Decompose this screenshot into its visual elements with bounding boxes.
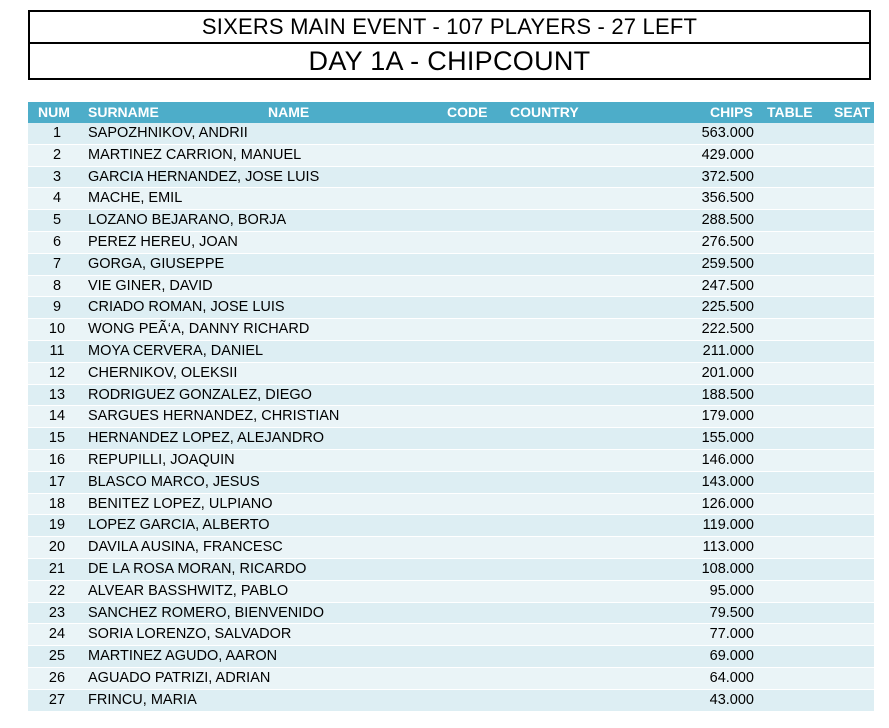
table-row [28,690,874,712]
row-chips: 108.000 [701,560,754,577]
row-player: AGUADO PATRIZI, ADRIAN [88,669,271,686]
row-num: 23 [48,604,66,621]
row-num: 2 [52,146,62,163]
table-row [28,472,874,494]
row-player: HERNANDEZ LOPEZ, ALEJANDRO [88,430,325,447]
header-seat: SEAT [834,104,871,120]
table-row [28,254,874,276]
row-player: DE LA ROSA MORAN, RICARDO [88,560,307,577]
header-table: TABLE [767,104,813,120]
row-num: 22 [48,582,66,599]
row-num: 1 [52,125,62,141]
title-box [28,10,871,80]
table-row [28,276,874,298]
row-chips: 143.000 [701,473,754,490]
row-chips: 79.500 [709,604,754,621]
row-chips: 43.000 [709,691,754,708]
table-row [28,341,874,363]
row-num: 12 [48,364,66,381]
table-row [28,319,874,341]
row-player: MARTINEZ CARRION, MANUEL [88,146,302,163]
row-chips: 77.000 [709,626,754,643]
table-row [28,188,874,210]
row-num: 18 [48,495,66,512]
table-row [28,646,874,668]
header-country: COUNTRY [510,104,579,120]
header-chips: CHIPS [710,104,753,120]
row-chips: 146.000 [701,451,754,468]
row-player: GARCIA HERNANDEZ, JOSE LUIS [88,168,320,185]
row-player: MOYA CERVERA, DANIEL [88,342,264,359]
row-player: CHERNIKOV, OLEKSII [88,364,238,381]
row-chips: 429.000 [701,146,754,163]
row-num: 16 [48,451,66,468]
row-chips: 201.000 [701,364,754,381]
row-num: 11 [49,342,65,359]
row-player: MARTINEZ AGUDO, AARON [88,648,278,665]
row-player: SORIA LORENZO, SALVADOR [88,626,292,643]
table-row [28,406,874,428]
page-title: DAY 1A - CHIPCOUNT [308,45,591,76]
row-player: BLASCO MARCO, JESUS [88,473,260,490]
row-num: 24 [48,626,66,643]
table-row [28,210,874,232]
row-player: REPUPILLI, JOAQUIN [88,451,235,468]
row-num: 5 [52,212,62,229]
row-num: 3 [52,168,62,185]
table-body [28,123,874,712]
row-num: 14 [48,408,66,425]
table-row [28,232,874,254]
row-num: 17 [48,473,66,490]
row-num: 19 [48,517,66,534]
table-row [28,385,874,407]
row-chips: 95.000 [709,582,754,599]
row-chips: 288.500 [701,212,754,229]
table-row [28,603,874,625]
row-player: CRIADO ROMAN, JOSE LUIS [88,299,285,316]
header-name: NAME [268,104,310,120]
row-chips: 259.500 [701,255,754,272]
row-num: 8 [52,277,62,294]
table-row [28,515,874,537]
row-num: 7 [52,255,62,272]
row-player: LOPEZ GARCIA, ALBERTO [88,517,270,534]
row-num: 20 [48,539,66,556]
table-row [28,123,874,145]
row-player: RODRIGUEZ GONZALEZ, DIEGO [88,386,312,403]
row-chips: 179.000 [701,408,754,425]
row-num: 9 [52,299,62,316]
row-player: PEREZ HEREU, JOAN [88,233,238,250]
row-player: FRINCU, MARIA [88,691,197,708]
row-player: BENITEZ LOPEZ, ULPIANO [88,495,273,512]
row-num: 13 [48,386,66,403]
header-code: CODE [447,104,488,120]
row-num: 6 [52,233,62,250]
row-player: LOZANO BEJARANO, BORJA [88,212,287,229]
row-num: 4 [52,190,62,207]
row-chips: 563.000 [701,125,754,141]
row-chips: 113.000 [702,539,754,556]
header-surname: SURNAME [88,104,159,120]
header-num: NUM [38,104,70,120]
row-num: 25 [48,648,66,665]
row-player: SARGUES HERNANDEZ, CHRISTIAN [88,408,340,425]
row-chips: 126.000 [701,495,754,512]
table-row [28,167,874,189]
table-row [28,668,874,690]
table-row [28,297,874,319]
row-player: DAVILA AUSINA, FRANCESC [88,539,283,556]
row-chips: 211.000 [702,342,754,359]
row-chips: 119.000 [702,517,754,534]
row-chips: 188.500 [701,386,754,403]
row-chips: 247.500 [701,277,754,294]
table-row [28,450,874,472]
table-row [28,363,874,385]
row-player: GORGA, GIUSEPPE [88,255,225,272]
row-player: MACHE, EMIL [88,190,183,207]
row-player: SAPOZHNIKOV, ANDRII [88,125,248,141]
table-row [28,559,874,581]
chipcount-table [28,102,874,712]
row-chips: 69.000 [709,648,754,665]
row-chips: 222.500 [701,321,754,338]
table-row [28,428,874,450]
row-num: 21 [48,560,66,577]
row-chips: 64.000 [709,669,754,686]
row-player: SANCHEZ ROMERO, BIENVENIDO [88,604,325,621]
row-player: VIE GINER, DAVID [88,277,213,294]
table-row [28,145,874,167]
row-player: WONG PEÃ‘A, DANNY RICHARD [88,321,310,338]
row-player: ALVEAR BASSHWITZ, PABLO [88,582,289,599]
row-chips: 155.000 [701,430,754,447]
row-chips: 356.500 [701,190,754,207]
row-num: 10 [48,321,66,338]
table-row [28,537,874,559]
table-row [28,581,874,603]
table-row [28,494,874,516]
event-title: SIXERS MAIN EVENT - 107 PLAYERS - 27 LEFT [30,12,869,44]
table-header [28,102,874,123]
row-num: 15 [48,430,66,447]
row-chips: 225.500 [701,299,754,316]
row-chips: 372.500 [701,168,754,185]
row-chips: 276.500 [701,233,754,250]
row-num: 27 [48,691,66,708]
row-num: 26 [48,669,66,686]
table-row [28,624,874,646]
